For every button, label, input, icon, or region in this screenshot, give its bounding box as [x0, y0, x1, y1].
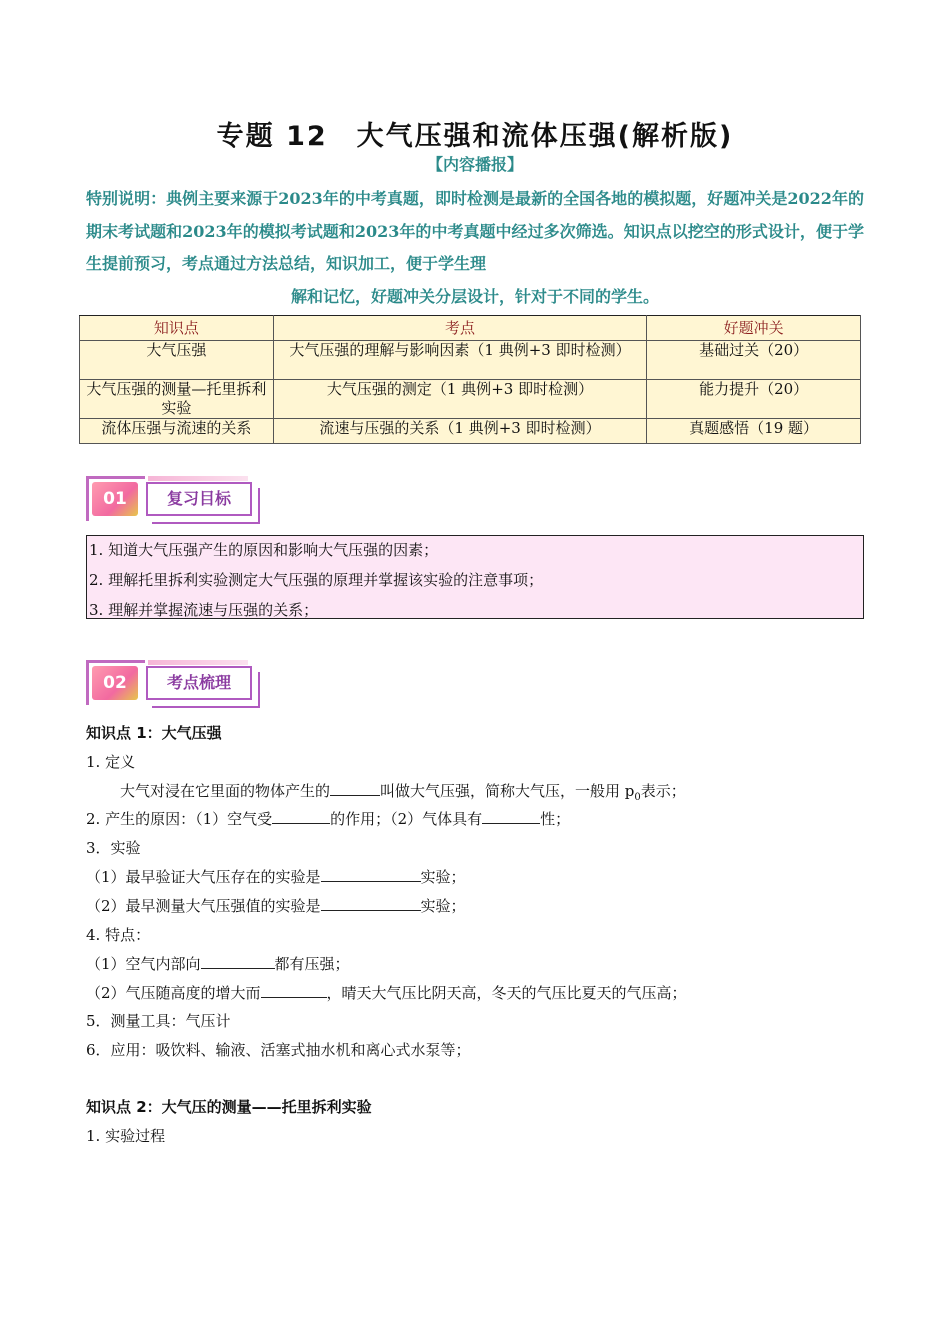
text: 表示；	[640, 782, 686, 800]
table-cell: 流体压强与流速的关系	[80, 419, 274, 444]
fill-blank	[321, 896, 421, 911]
content-subtitle: 【内容播报】	[426, 155, 523, 174]
goal-item: 2. 理解托里拆利实验测定大气压强的原理并掌握该实验的注意事项；	[89, 571, 544, 589]
page-title: 专题 12 大气压强和流体压强(解析版)	[216, 121, 734, 152]
goal-item: 3. 理解并掌握流速与压强的关系；	[89, 601, 319, 619]
kp1-app: 6．应用：吸饮料、输液、活塞式抽水机和离心式水泵等；	[86, 1041, 471, 1059]
text: 叫做大气压强，简称大气压，一般用 p	[380, 782, 635, 800]
text: 大气对浸在它里面的物体产生的	[120, 782, 331, 800]
kp1-tool: 5．测量工具：气压计	[86, 1012, 231, 1030]
table-header: 知识点	[80, 316, 274, 341]
table-cell: 大气压强的测定（1 典例+3 即时检测）	[273, 380, 646, 419]
intro-note	[86, 183, 864, 313]
overview-table	[79, 315, 861, 444]
badge-accent	[148, 660, 248, 665]
kp1-feat1-line	[86, 953, 350, 974]
subscript: 0	[634, 792, 641, 803]
fill-blank	[201, 954, 275, 969]
kp1-exp-title: 3．实验	[86, 839, 141, 857]
fill-blank	[321, 867, 421, 882]
text: （2）最早测量大气压强值的实验是	[86, 897, 321, 915]
section-label: 复习目标	[146, 482, 252, 516]
kp1-cause-line	[86, 808, 570, 829]
section-badge-review-goals	[86, 476, 276, 532]
table-cell: 流速与压强的关系（1 典例+3 即时检测）	[273, 419, 646, 444]
text: 实验；	[420, 897, 466, 915]
table-cell: 大气压强	[80, 341, 274, 380]
text: （2）气压随高度的增大而	[86, 984, 261, 1002]
section-badge-key-points	[86, 660, 276, 716]
table-cell: 大气压强的理解与影响因素（1 典例+3 即时检测）	[273, 341, 646, 380]
text: 2. 产生的原因：（1）空气受	[86, 810, 273, 828]
goal-item: 1. 知道大气压强产生的原因和影响大气压强的因素；	[89, 541, 439, 559]
text: （1）最早验证大气压存在的实验是	[86, 868, 321, 886]
table-row	[80, 380, 861, 419]
section-number: 01	[92, 482, 138, 516]
kp1-feat2-line	[86, 982, 687, 1003]
kp2-sub1: 1. 实验过程	[86, 1127, 166, 1145]
table-cell: 基础过关（20）	[647, 341, 861, 380]
table-header: 考点	[273, 316, 646, 341]
kp1-feat-title: 4. 特点：	[86, 926, 151, 944]
intro-text: 特别说明：典例主要来源于2023年的中考真题，即时检测是最新的全国各地的模拟题，好题冲关是2022年的期末考试题和2023年的模拟考试题和2023年的中考真题中经过多次筛选。知识点以挖空的形式设计，便于学生提前预习，考点通过方法总结，知识加工，便于学生理	[86, 189, 864, 273]
kp1-exp2-line	[86, 895, 466, 916]
table-header: 好题冲关	[647, 316, 861, 341]
table-header-row	[80, 316, 861, 341]
text: 的作用；（2）气体具有	[330, 810, 483, 828]
table-cell: 能力提升（20）	[647, 380, 861, 419]
text: 实验；	[420, 868, 466, 886]
text: 性；	[540, 810, 571, 828]
section-number: 02	[92, 666, 138, 700]
table-cell: 大气压强的测量—托里拆利实验	[80, 380, 274, 419]
kp1-def-line	[120, 780, 686, 803]
section-label: 考点梳理	[146, 666, 252, 700]
fill-blank	[272, 809, 330, 824]
fill-blank	[261, 983, 327, 998]
text: （1）空气内部向	[86, 955, 201, 973]
kp1-exp1-line	[86, 866, 466, 887]
badge-accent	[148, 476, 248, 481]
kp1-heading: 知识点 1：大气压强	[86, 724, 222, 742]
table-row	[80, 341, 861, 380]
fill-blank	[482, 809, 540, 824]
text: ，晴天大气压比阴天高，冬天的气压比夏天的气压高；	[326, 984, 687, 1002]
text: 都有压强；	[274, 955, 350, 973]
table-row	[80, 419, 861, 444]
intro-text-end: 解和记忆，好题冲关分层设计，针对于不同的学生。	[290, 286, 659, 306]
kp2-heading: 知识点 2：大气压的测量——托里拆利实验	[86, 1098, 372, 1116]
review-goals-box	[86, 535, 864, 619]
kp1-def-title: 1. 定义	[86, 753, 136, 771]
table-cell: 真题感悟（19 题）	[647, 419, 861, 444]
fill-blank	[330, 781, 380, 796]
